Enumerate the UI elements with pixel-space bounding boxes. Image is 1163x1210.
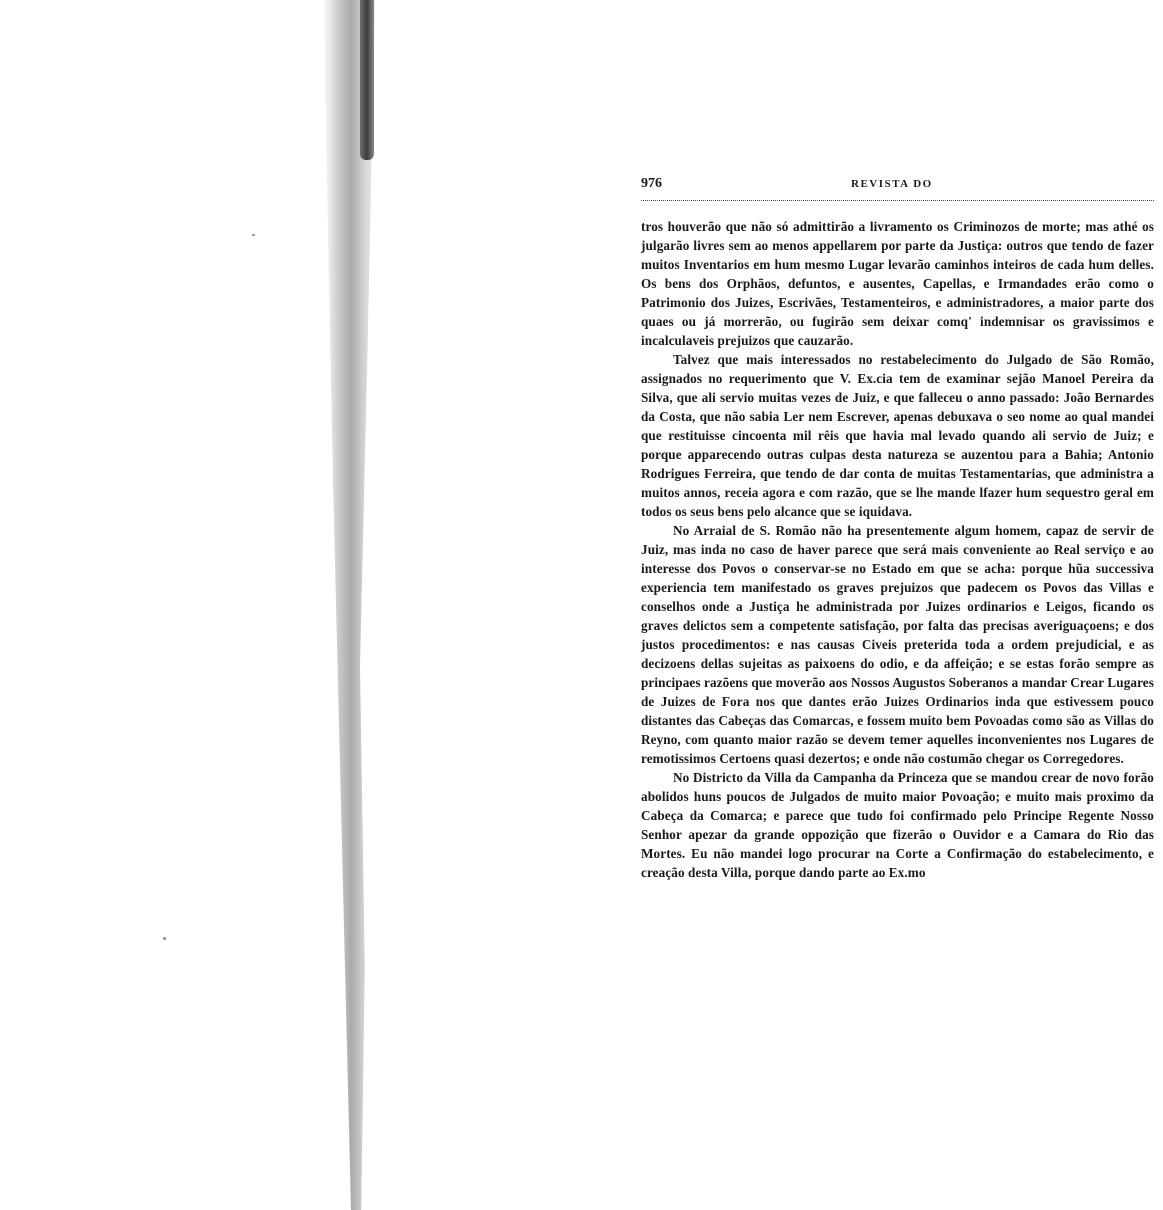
page-body	[641, 217, 1154, 882]
paragraph: No Districto da Villa da Campanha da Princeza que se mandou crear de novo forão abolidos huns poucos de Julgados de muito maior Povoação; e muito mais proximo da Cabeça da Comarca; e parece que tudo foi confirmado pelo Principe Regente Nosso Senhor apezar da grande oppozição que fizerão o Ouvidor e a Camara do Rio das Mortes. Eu não mandei logo procurar na Corte a Confirmação do estabelecimento, e creação desta Villa, porque dando parte ao Ex.mo	[641, 770, 1154, 880]
paper-speck	[163, 937, 166, 940]
book-page	[641, 176, 1154, 882]
page-number: 976	[641, 176, 662, 191]
book-spine-shadow	[360, 0, 374, 160]
book-gutter-shadow	[318, 0, 378, 1210]
paragraph: Talvez que mais interessados no restabelecimento do Julgado de São Romão, assignados no requerimento que V. Ex.cia tem de examinar sejão Manoel Pereira da Silva, que ali servio muitas vezes de Juiz, e que falleceu o anno passado: João Bernardes da Costa, que não sabia Ler nem Escrever, apenas debuxava o seo nome ao qual mandei que restituisse cincoenta mil rêis que havia mal levado quando ali servio de Juiz; e porque apparecendo outras culpas desta natureza se auzentou para a Bahia; Antonio Rodrigues Ferreira, que tendo de dar conta de muitas Testamentarias, que administra a muitos annos, receia agora e com razão, que se lhe mande lfazer hum sequestro geral em todos os seus bens pelo alcance que se iquidava.	[641, 352, 1154, 519]
paragraph: No Arraial de S. Romão não ha presentemente algum homem, capaz de servir de Juiz, mas inda no caso de haver parece que será mais conveniente ao Real serviço e ao interesse dos Povos o conservar-se no Estado em que se acha: porque hũa successiva experiencia tem manifestado os graves prejuizos que padecem os Povos das Villas e conselhos onde a Justiça he administrada por Juizes ordinarios e Leigos, ficando os graves delictos sem a competente satisfação, por falta das precisas averiguaçoens; e dos justos procedimentos: e nas causas Civeis preterida toda a ordem prejudicial, e as decizoens dellas sujeitas as paixoens do odio, e da affeição; e se estas forão sempre as principaes razõens que moverão aos Nossos Augustos Soberanos a mandar Crear Lugares de Juizes de Fora nos que dantes erão Juizes Ordinarios inda que estivessem pouco distantes das Cabeças das Comarcas, e fossem muito bem Povoadas como são as Villas do Reyno, com quanto maior razão se devem temer aquelles inconvenientes nos Lugares de remotissimos Certoens quasi dezertos; e onde não costumão chegar os Corregedores.	[641, 523, 1154, 766]
running-head: REVISTA DO	[851, 178, 933, 190]
paragraph: tros houverão que não só admittirão a livramento os Criminozos de morte; mas athé os julgarão livres sem ao menos appellarem por parte da Justiça: outros que tendo de fazer muitos Inventarios em hum mesmo Lugar levarão caminhos inteiros de cada hum delles. Os bens dos Orphãos, defuntos, e ausentes, Capellas, e Irmandades erão como o Patrimonio dos Juizes, Escrivães, Testamenteiros, e administradores, a maior parte dos quaes ou já morrerão, ou fugirão sem deixar comq' indemnisar os gravissimos e incalculaveis prejuizos que cauzarão.	[641, 219, 1154, 348]
page-header	[641, 176, 1154, 201]
paper-speck	[252, 234, 255, 236]
